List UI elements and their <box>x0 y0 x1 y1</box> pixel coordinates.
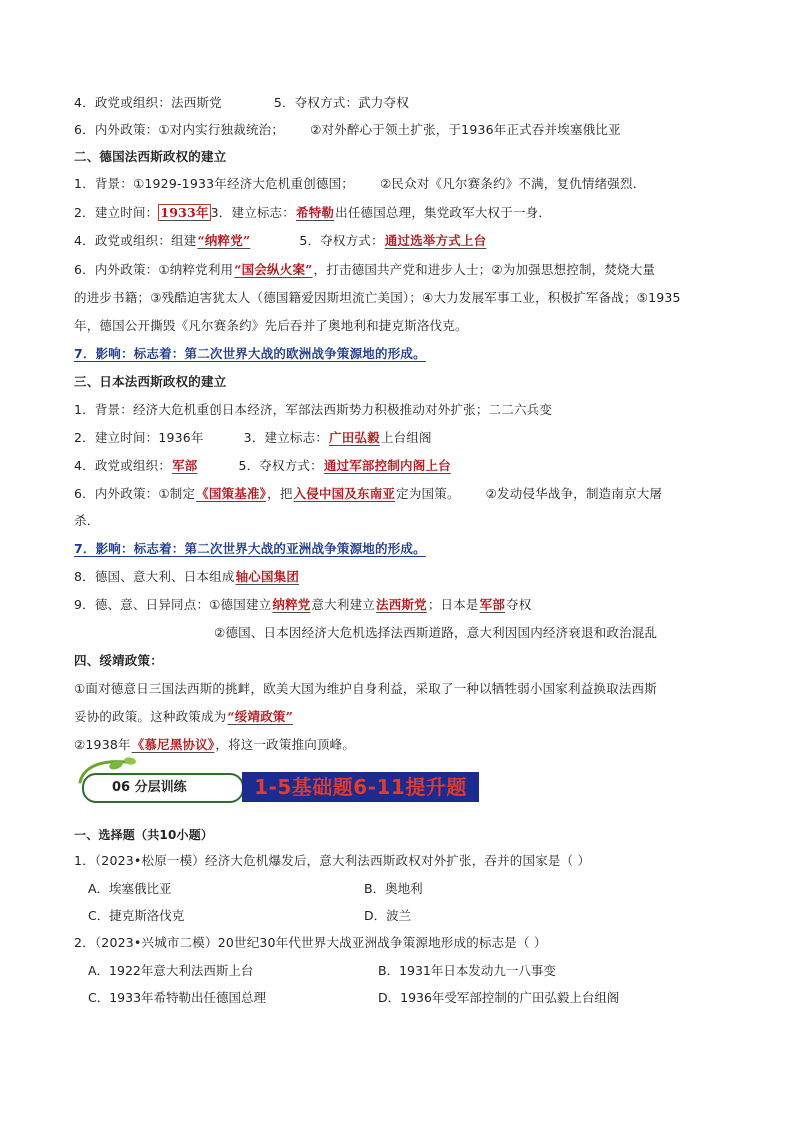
answer-text: 《慕尼黑协议》 <box>131 737 215 752</box>
text-line <box>74 457 452 475</box>
answer-text: “纳粹党” <box>197 233 251 248</box>
text-line <box>74 596 531 614</box>
section-heading: 二、德国法西斯政权的建立 <box>74 149 227 164</box>
body-text: 上台组阁 <box>380 430 432 445</box>
label-text: 6．内外政策：①制定 <box>74 486 196 501</box>
section-heading: 四、绥靖政策： <box>74 653 163 668</box>
label-text: 3．建立标志： <box>210 205 296 220</box>
section-tab-label: 06 分层训练 <box>82 773 244 803</box>
body-text: ②1938年 <box>74 737 131 752</box>
label-text: 2．建立时间： <box>74 205 159 220</box>
question-option: A．1922年意大利法西斯上台 <box>88 963 254 978</box>
body-text: ，打击德国共产党和进步人士；②为加强思想控制，焚烧大量 <box>313 262 656 277</box>
label-text: 3．建立标志： <box>243 430 329 445</box>
question-option: A．埃塞俄比亚 <box>88 881 172 896</box>
text-line <box>74 175 645 193</box>
text-line: 杀． <box>74 513 100 528</box>
body-text: 定为国策。 <box>396 486 460 501</box>
label-text: 5．夺权方式： <box>238 458 323 473</box>
label-text: 4．政党或组织： <box>74 458 172 473</box>
text-line: 1．背景：经济大危机重创日本经济，军部法西斯势力积极推动对外扩张；二二六兵变 <box>74 402 553 417</box>
label-text: 2．建立时间：1936年 <box>74 430 204 445</box>
answer-text: 入侵中国及东南亚 <box>293 486 396 501</box>
text-line <box>74 708 294 726</box>
question-stem: 2．（2023•兴城市二模）20世纪30年代世界大战亚洲战争策源地形成的标志是（ ） <box>74 935 547 950</box>
text-line <box>74 485 662 503</box>
section-heading: 三、日本法西斯政权的建立 <box>74 374 227 389</box>
impact-line: 7．影响：标志着：第二次世界大战的亚洲战争策源地的形成。 <box>74 541 426 556</box>
answer-text: 通过选举方式上台 <box>384 233 487 248</box>
label-text: 5．夺权方式： <box>299 233 384 248</box>
text-line <box>74 94 409 112</box>
question-stem: 1．（2023•松原一模）经济大危机爆发后，意大利法西斯政权对外扩张，吞并的国家是（ ） <box>74 853 591 868</box>
question-option: C．捷克斯洛伐克 <box>88 908 185 923</box>
text-line <box>74 232 487 250</box>
text-line: ②德国、日本因经济大危机选择法西斯道路，意大利因国内经济衰退和政治混乱 <box>214 625 658 640</box>
answer-text: 《国策基准》 <box>196 486 267 501</box>
answer-text: 1933年 <box>160 205 209 220</box>
question-option: C．1933年希特勒出任德国总理 <box>88 990 267 1005</box>
body-text: ②发动侵华战争，制造南京大屠 <box>485 486 663 501</box>
answer-text: 法西斯党 <box>376 597 427 612</box>
background-text: ②民众对《凡尔赛条约》不满，复仇情绪强烈． <box>380 176 646 191</box>
text-line <box>74 429 432 447</box>
answer-text: 军部 <box>479 597 506 612</box>
answer-text: 轴心国集团 <box>235 569 300 584</box>
question-option: D．波兰 <box>364 908 412 923</box>
answer-text: 广田弘毅 <box>329 430 380 445</box>
text-line <box>74 121 621 139</box>
policy-text: 6．内外政策：①对内实行独裁统治； <box>74 122 285 137</box>
text-line <box>74 261 655 279</box>
text-line: 的进步书籍；③残酷迫害犹太人（德国籍爱因斯坦流亡美国）；④大力发展军事工业，积极扩军备战；⑤1935 <box>74 290 681 305</box>
question-option: B．奥地利 <box>364 881 423 896</box>
answer-text: “绥靖政策” <box>227 709 293 724</box>
text-line: ①面对德意日三国法西斯的挑衅，欧美大国为维护自身利益，采取了一种以牺牲弱小国家利益换取法西斯 <box>74 681 657 696</box>
answer-text: “国会纵火案” <box>234 262 313 277</box>
answer-text: 纳粹党 <box>272 597 311 612</box>
impact-line: 7．影响：标志着：第二次世界大战的欧洲战争策源地的形成。 <box>74 346 426 361</box>
question-option: B．1931年日本发动九一八事变 <box>378 963 556 978</box>
label-text: 8．德国、意大利、日本组成 <box>74 569 235 584</box>
answer-text: 军部 <box>172 458 198 473</box>
text-line: 年，德国公开撕毁《凡尔赛条约》先后吞并了奥地利和捷克斯洛伐克。 <box>74 318 468 333</box>
exercise-heading: 一、选择题（共10小题） <box>74 828 214 842</box>
answer-text: 通过军部控制内阁上台 <box>323 458 451 473</box>
text-line <box>74 568 300 586</box>
text-line <box>74 204 551 222</box>
body-text: ，将这一政策推向顶峰。 <box>215 737 356 752</box>
body-text: 出任德国总理，集党政军大权于一身． <box>335 205 552 220</box>
question-option: D．1936年受军部控制的广田弘毅上台组阁 <box>378 990 620 1005</box>
power-method-label: 5．夺权方式：武力夺权 <box>273 95 410 110</box>
label-text: 6．内外政策：①纳粹党利用 <box>74 262 234 277</box>
section-tab <box>74 756 494 806</box>
policy-text: ②对外醉心于领土扩张，于1936年正式吞并埃塞俄比亚 <box>310 122 621 137</box>
label-text: 4．政党或组织：组建 <box>74 233 197 248</box>
label-text: 9．德、意、日异同点：①德国建立 <box>74 597 272 612</box>
body-text: 意大利建立 <box>311 597 375 612</box>
body-text: 妥协的政策。这种政策成为 <box>74 709 227 724</box>
answer-text: 希特勒 <box>296 205 335 220</box>
text-line <box>74 736 355 754</box>
background-text: 1．背景：①1929-1933年经济大危机重创德国； <box>74 176 354 191</box>
level-banner: 1-5基础题6-11提升题 <box>242 772 479 802</box>
party-label: 4．政党或组织：法西斯党 <box>74 95 222 110</box>
body-text: 夺权 <box>506 597 532 612</box>
body-text: ；日本是 <box>427 597 479 612</box>
body-text: ，把 <box>267 486 293 501</box>
